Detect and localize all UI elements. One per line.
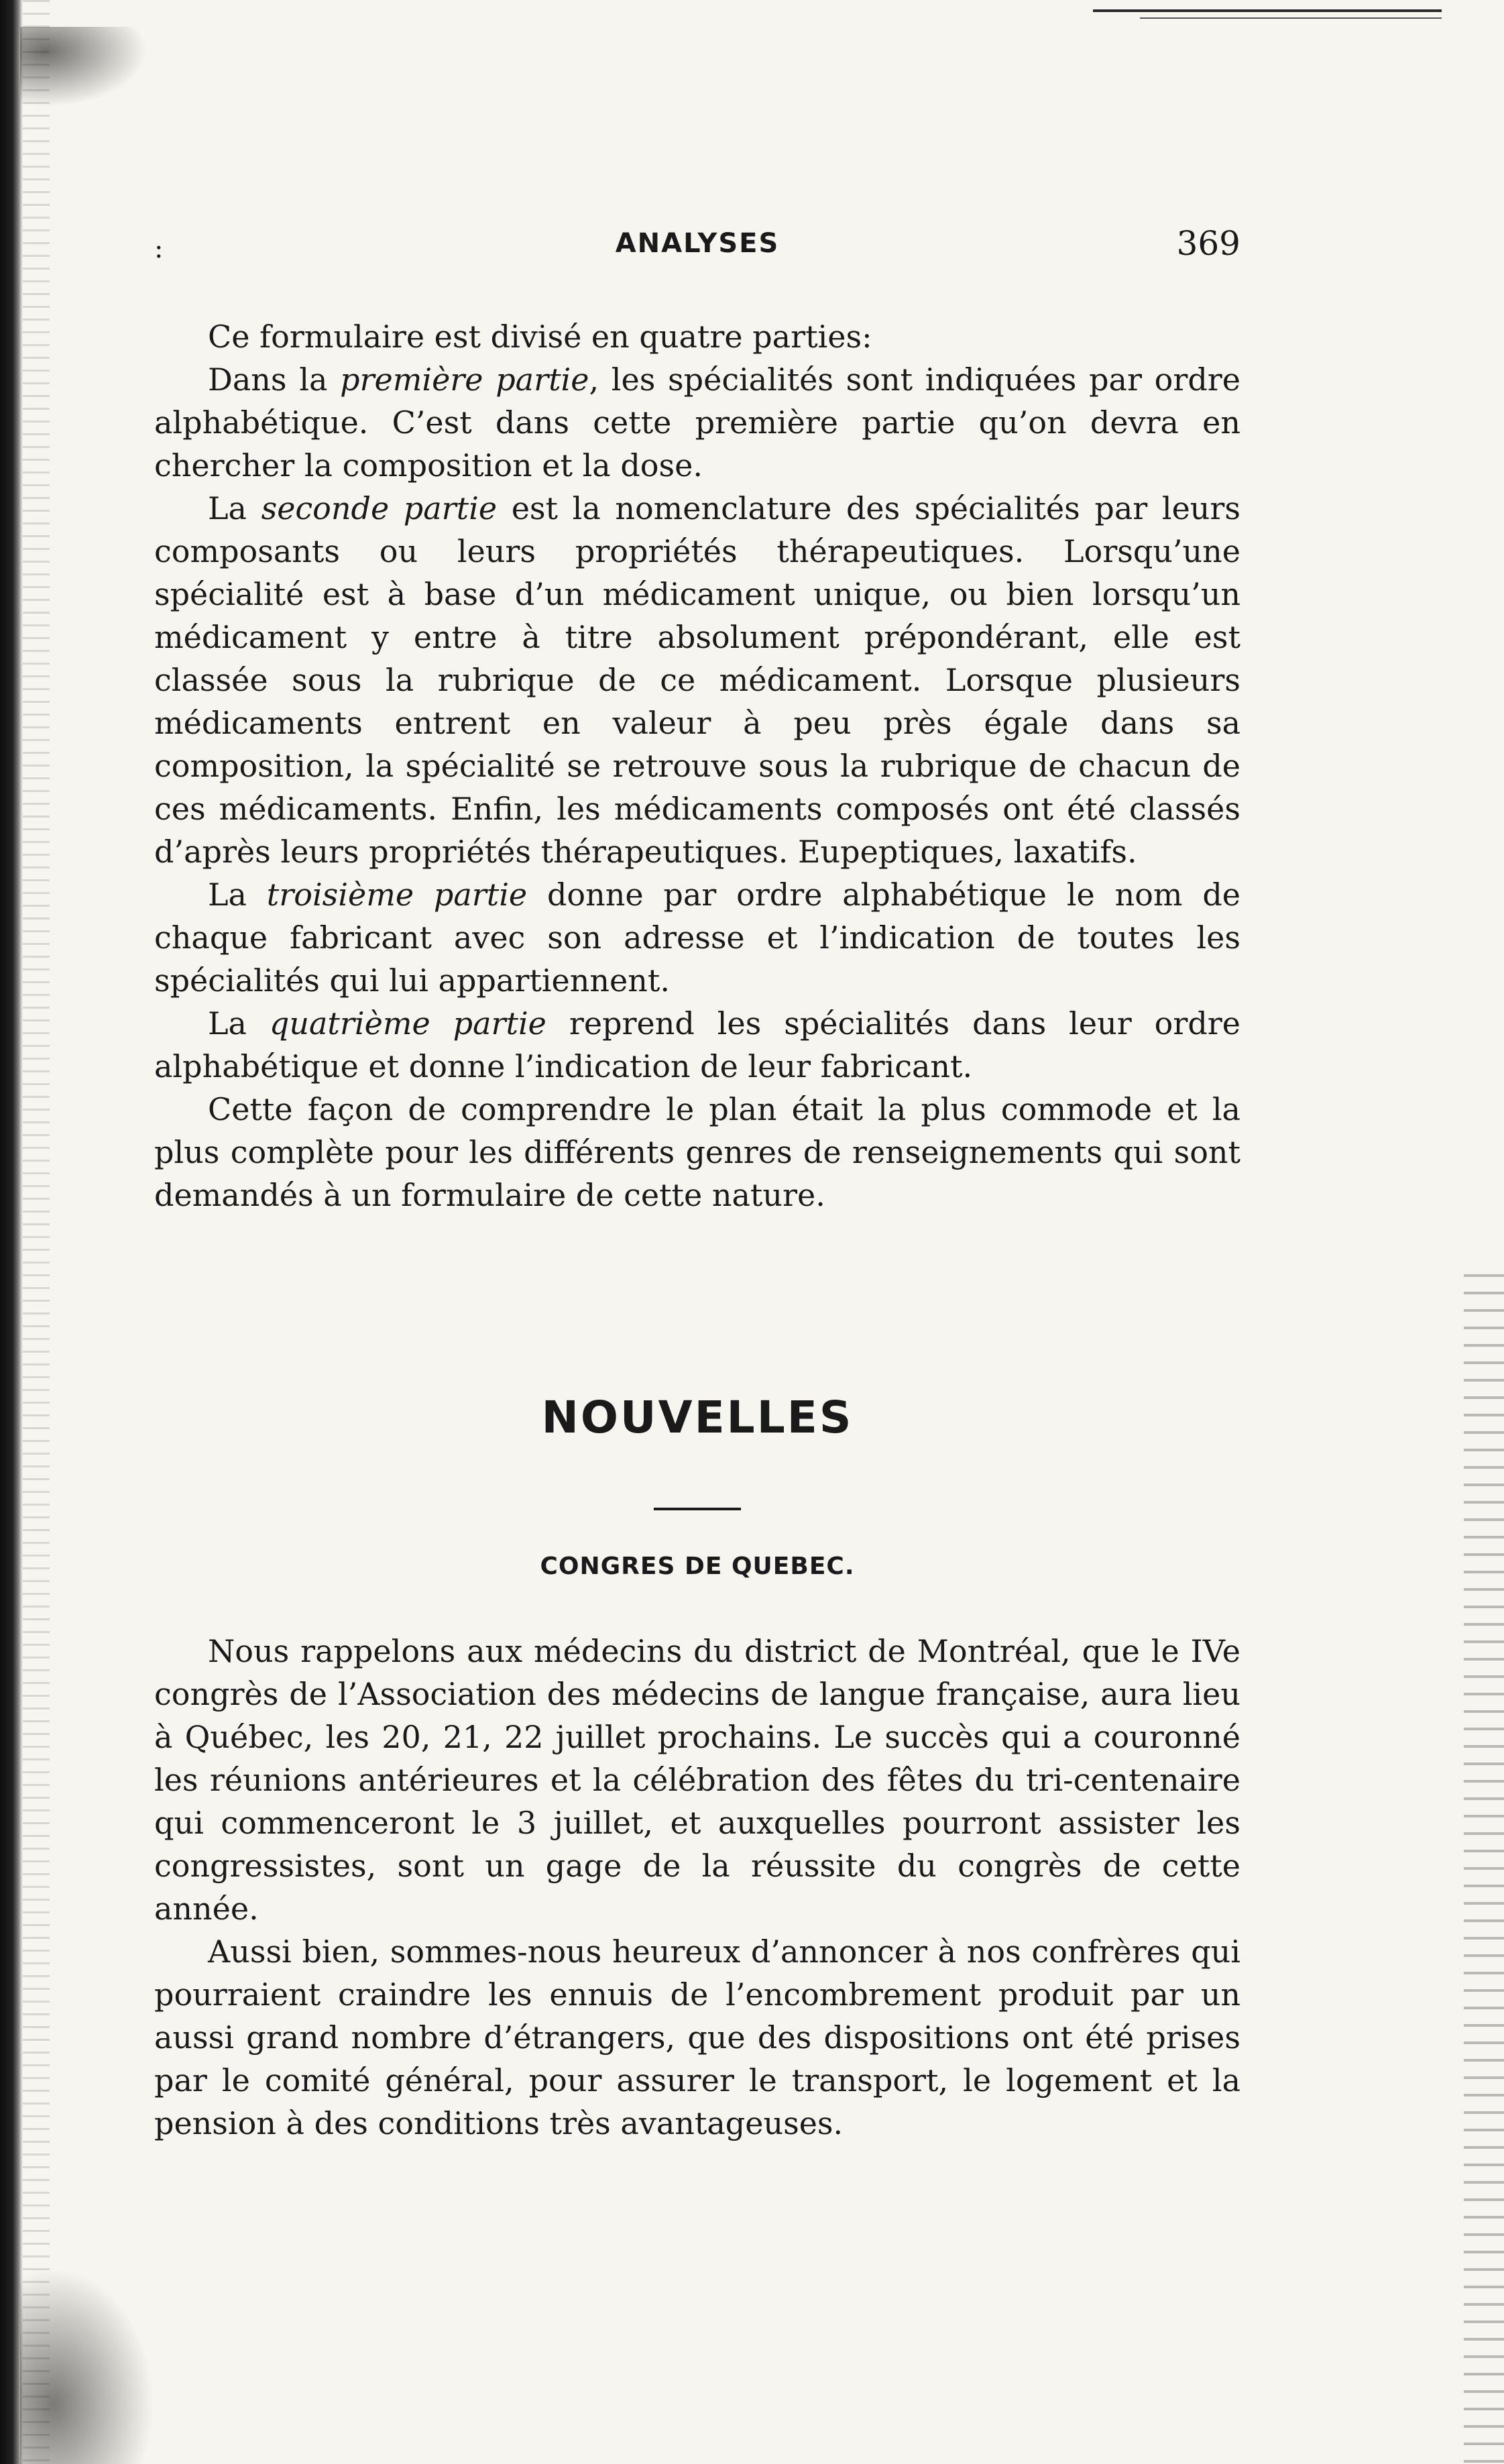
emphasis: première partie — [340, 361, 589, 398]
paragraph: Dans la première partie, les spécialités sont indiquées par ordre alphabétique. C’est dans cette première partie qu’on devra en chercher la composition et la dose. — [154, 361, 1240, 484]
analyses-section — [154, 315, 1240, 1217]
paragraph: Ce formulaire est divisé en quatre parties: — [208, 319, 872, 355]
header-title: ANALYSES — [615, 228, 780, 259]
emphasis: seconde partie — [261, 490, 498, 526]
emphasis: quatrième partie — [269, 1005, 546, 1042]
nouvelles-section — [154, 1630, 1240, 2145]
running-header — [154, 224, 1240, 275]
paragraph: La quatrième partie reprend les spécialités dans leur ordre alphabétique et donne l’indication de leur fabricant. — [154, 1005, 1240, 1084]
header-mark: : — [154, 233, 164, 264]
paragraph: Cette façon de comprendre le plan était la plus commode et la plus complète pour les différents genres de renseignements qui sont demandés à un formulaire de cette nature. — [154, 1091, 1240, 1213]
paragraph: La seconde partie est la nomenclature des spécialités par leurs composants ou leurs propriétés thérapeutiques. Lorsqu’une spécialité est à base d’un médicament unique, ou bien lorsqu’un médicament y entre à titre absolument prépondérant, elle est classée sous la rubrique de ce médicament. Lorsque plusieurs médicaments entrent en valeur à peu près égale dans sa composition, la spécialité se retrouve sous la rubrique de chacun de ces médicaments. Enfin, les médicaments composés ont été classés d’après leurs propriétés thérapeutiques. Eupeptiques, laxatifs. — [154, 490, 1241, 870]
paragraph: La troisième partie donne par ordre alphabétique le nom de chaque fabricant avec son adresse et l’indication de toutes les spécialités qui lui appartiennent. — [154, 877, 1241, 999]
section-divider — [654, 1508, 741, 1510]
section-subtitle: CONGRES DE QUEBEC. — [540, 1553, 855, 1580]
emphasis: troisième partie — [266, 877, 528, 913]
page-number: 369 — [1176, 224, 1240, 263]
paragraph: Aussi bien, sommes-nous heureux d’annoncer à nos confrères qui pourraient craindre les ennuis de l’encombrement produit par un aussi grand nombre d’étrangers, que des dispositions ont été prises par le comité général, pour assurer le transport, le logement et la pension à des conditions très avantageuses. — [154, 1934, 1240, 2141]
paragraph: Nous rappelons aux médecins du district de Montréal, que le IVe congrès de l’Association des médecins de langue française, aura lieu à Québec, les 20, 21, 22 juillet prochains. Le succès qui a couronné les réunions antérieures et la célébration des fêtes du tri-centenaire qui commenceront le 3 juillet, et auxquelles pourront assister les congressistes, sont un gage de la réussite du congrès de cette année. — [154, 1633, 1240, 1927]
section-title: NOUVELLES — [541, 1392, 854, 1443]
